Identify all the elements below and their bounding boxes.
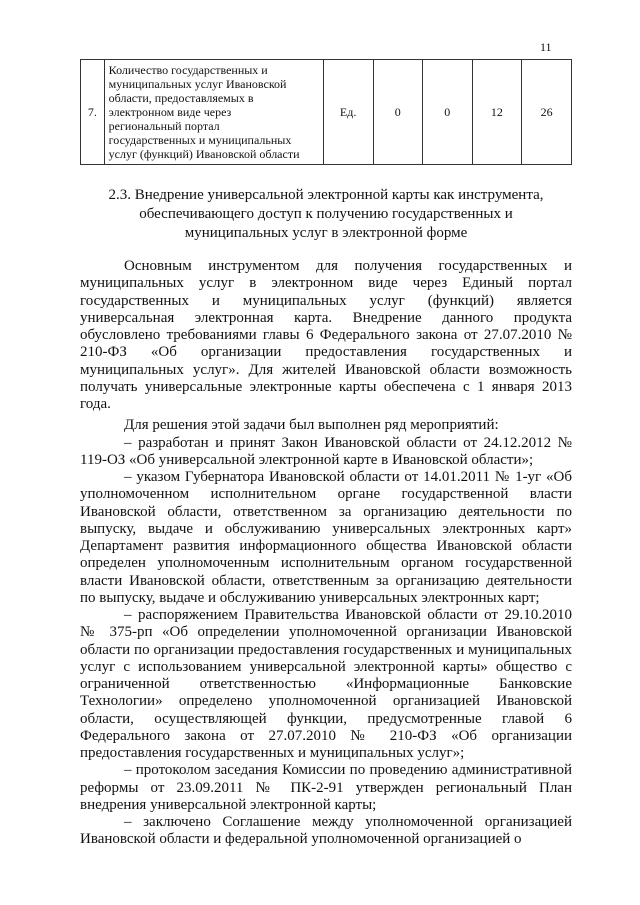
value-cell: 26 [522, 60, 572, 165]
section-heading-line: обеспечивающего доступ к получению государственных и [139, 206, 513, 222]
indicator-name-line: региональный портал [108, 119, 220, 133]
list-item: – заключено Соглашение между уполномоченной организацией Ивановской области и федеральной уполномоченной организацией о [80, 814, 572, 848]
list-item: – указом Губернатора Ивановской области от 14.01.2011 № 1-уг «Об уполномоченном исполнительном органе государственной власти Ивановской области, ответственном за организацию деятельности по выпуску, выдаче и обслуживанию универсальных электронных карт» Департамент развития информационного общества Ивановской области определен уполномоченным исполнительным органом государственной власти Ивановской области, ответственным за организацию деятельности по выпуску, выдаче и обслуживанию универсальных электронных карт; [80, 469, 572, 606]
indicator-name-line: электронном виде через [108, 105, 232, 119]
unit-cell: Ед. [323, 60, 373, 165]
section-heading-line: 2.3. Внедрение универсальной электронной карты как инструмента, [108, 187, 544, 203]
list-item: – разработан и принят Закон Ивановской области от 24.12.2012 № 119-ОЗ «Об универсальной электронной карте в Ивановской области»; [80, 434, 572, 468]
value-cell: 0 [423, 60, 472, 165]
list-item: – протоколом заседания Комиссии по проведению административной реформы от 23.09.2011 № ПК-2-91 утвержден региональный План внедрения универсальной электронной карты; [80, 762, 572, 813]
indicator-table [80, 59, 572, 165]
paragraph: Основным инструментом для получения государственных и муниципальных услуг в электронном виде через Единый портал государственных и муниципальных услуг (функций) является универсальная электронная карта. Внедрение данного продукта обусловлено требованиями главы 6 Федерального закона от 27.07.2010 № 210-ФЗ «Об организации предоставления государственных и муниципальных услуг». Для жителей Ивановской области возможность получать универсальные электронные карты обеспечена с 1 января 2013 года. [80, 258, 572, 412]
indicator-name-cell [104, 60, 323, 165]
section-heading-line: муниципальных услуг в электронной форме [184, 225, 468, 241]
indicator-name-line: Количество государственных и [108, 63, 268, 77]
value-cell: 12 [472, 60, 522, 165]
body-text [80, 258, 572, 849]
table-row [81, 60, 572, 165]
list-item: – распоряжением Правительства Ивановской области от 29.10.2010 № 375-рп «Об определении уполномоченной организации Ивановской области по организации предоставления государственных и муниципальных услуг с использованием универсальной электронной карты» общество с ограниченной ответственностью «Информационные Банковские Технологии» определено уполномоченной организацией Ивановской области, осуществляющей функции, предусмотренные главой 6 Федерального закона от 27.07.2010 № 210-ФЗ «Об организации предоставления государственных и муниципальных услуг»; [80, 607, 572, 761]
section-heading [80, 186, 572, 243]
indicator-name-line: государственных и муниципальных [108, 133, 292, 147]
indicator-name-line: услуг (функций) Ивановской области [108, 147, 300, 161]
indicator-name-line: муниципальных услуг Ивановской [108, 77, 287, 91]
indicator-name-line: области, предоставляемых в [108, 91, 254, 105]
row-number-cell: 7. [81, 60, 105, 165]
value-cell: 0 [373, 60, 422, 165]
paragraph: Для решения этой задачи был выполнен ряд мероприятий: [124, 417, 499, 434]
page-number: 11 [540, 40, 552, 54]
